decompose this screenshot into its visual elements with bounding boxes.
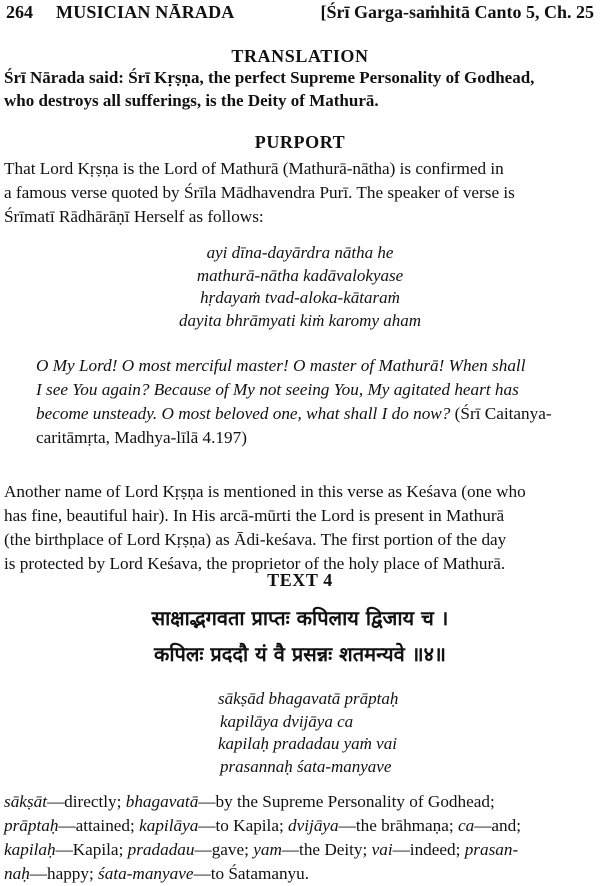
page-header — [6, 2, 594, 26]
synonym-meaning: —gave; — [194, 840, 254, 859]
synonym-word: pradadau — [127, 840, 195, 859]
citation: (Śrī Caitanya- — [450, 404, 552, 423]
purport-paragraph-2 — [4, 480, 594, 576]
synonym-word: kapilaḥ — [4, 840, 56, 859]
paragraph-line: Another name of Lord Kṛṣṇa is mentioned in this verse as Keśava (one who — [4, 482, 526, 501]
synonym-meaning: —attained; — [58, 816, 140, 835]
translation-text — [4, 66, 594, 112]
quote-line: become unsteady. O most beloved one, what shall I do now? — [36, 404, 451, 423]
verse-line: hṛdayaṁ tvad-aloka-kātaraṁ — [200, 288, 400, 307]
synonym-meaning: —by the Supreme Personality of Godhead; — [198, 792, 495, 811]
synonym-meaning: —indeed; — [392, 840, 465, 859]
synonym-word: yam — [253, 840, 282, 859]
synonym-meaning: —and; — [474, 816, 521, 835]
purport-heading: PURPORT — [254, 132, 346, 152]
synonym-word: prāptaḥ — [4, 816, 59, 835]
paragraph-line: a famous verse quoted by Śrīla Mādhavendra Purī. The speaker of verse is — [4, 183, 515, 202]
synonym-word: śata-manyave — [98, 864, 194, 883]
verse-line: ayi dīna-dayārdra nātha he — [206, 243, 394, 262]
running-title: MUSICIAN NĀRADA — [56, 2, 235, 22]
transliteration-line: kapilaḥ pradadau yaṁ vai — [218, 734, 397, 754]
synonym-meaning: —to Kapila; — [198, 816, 289, 835]
transliteration-line: prasannaḥ śata-manyave — [220, 756, 392, 776]
page-number: 264 — [6, 2, 33, 22]
verse-line: mathurā-nātha kadāvalokyase — [196, 265, 404, 285]
translation-heading: TRANSLATION — [231, 46, 369, 66]
chapter-reference: [Śrī Garga-saṁhitā Canto 5, Ch. 25 — [320, 2, 594, 22]
synonym-word: kapilāya — [139, 816, 199, 835]
quote-line: I see You again? Because of My not seeing You, My agitated heart has — [36, 380, 519, 399]
synonym-meaning: —the brāhmaṇa; — [338, 816, 458, 835]
synonym-meaning: —to Śatamanyu. — [193, 864, 310, 883]
devanagari-line: साक्षाद्भगवता प्राप्तः कपिलाय द्विजाय च । — [151, 606, 449, 630]
synonym-word: naḥ — [4, 864, 30, 883]
paragraph-line: (the birthplace of Lord Kṛṣṇa) as Ādi-keśava. The first portion of the day — [4, 530, 507, 549]
verse-translation-quote — [36, 354, 594, 450]
verse-line: dayita bhrāmyati kiṁ karomy aham — [178, 310, 422, 330]
paragraph-line: Śrīmatī Rādhārāṇī Herself as follows: — [4, 207, 264, 226]
synonym-word: dvijāya — [288, 816, 339, 835]
paragraph-line: That Lord Kṛṣṇa is the Lord of Mathurā (Mathurā-nātha) is confirmed in — [4, 159, 504, 178]
quoted-verse — [0, 242, 600, 332]
synonym-word: ca — [457, 816, 475, 835]
citation-line: caritāmṛta, Madhya-līlā 4.197) — [36, 428, 247, 447]
translation-line: who destroys all sufferings, is the Deity of Mathurā. — [4, 91, 379, 110]
synonym-word: vai — [371, 840, 393, 859]
text4-heading: TEXT 4 — [267, 570, 333, 590]
purport-paragraph-1 — [4, 157, 594, 229]
synonym-meaning: —directly; — [46, 792, 126, 811]
paragraph-line: is protected by Lord Keśava, the proprietor of the holy place of Mathurā. — [4, 554, 506, 573]
synonym-meaning: —Kapila; — [55, 840, 128, 859]
synonym-word: prasan- — [464, 840, 519, 859]
paragraph-line: has fine, beautiful hair). In His arcā-mūrti the Lord is present in Mathurā — [4, 506, 505, 525]
devanagari-verse — [0, 600, 600, 672]
quote-line: O My Lord! O most merciful master! O master of Mathurā! When shall — [36, 356, 526, 375]
synonym-word: sākṣāt — [4, 792, 47, 811]
synonym-meaning: —the Deity; — [281, 840, 372, 859]
transliteration-line: kapilāya dvijāya ca — [220, 711, 354, 731]
synonyms — [4, 790, 594, 886]
synonym-word: bhagavatā — [125, 792, 199, 811]
devanagari-line: कपिलः प्रददौ यं वै प्रसन्नः शतमन्यवे ॥४॥ — [153, 642, 447, 666]
translation-line: Śrī Nārada said: Śrī Kṛṣṇa, the perfect Supreme Personality of Godhead, — [4, 68, 535, 87]
transliteration-line: sākṣād bhagavatā prāptaḥ — [218, 689, 399, 708]
synonym-meaning: —happy; — [29, 864, 99, 883]
transliteration — [218, 688, 398, 778]
